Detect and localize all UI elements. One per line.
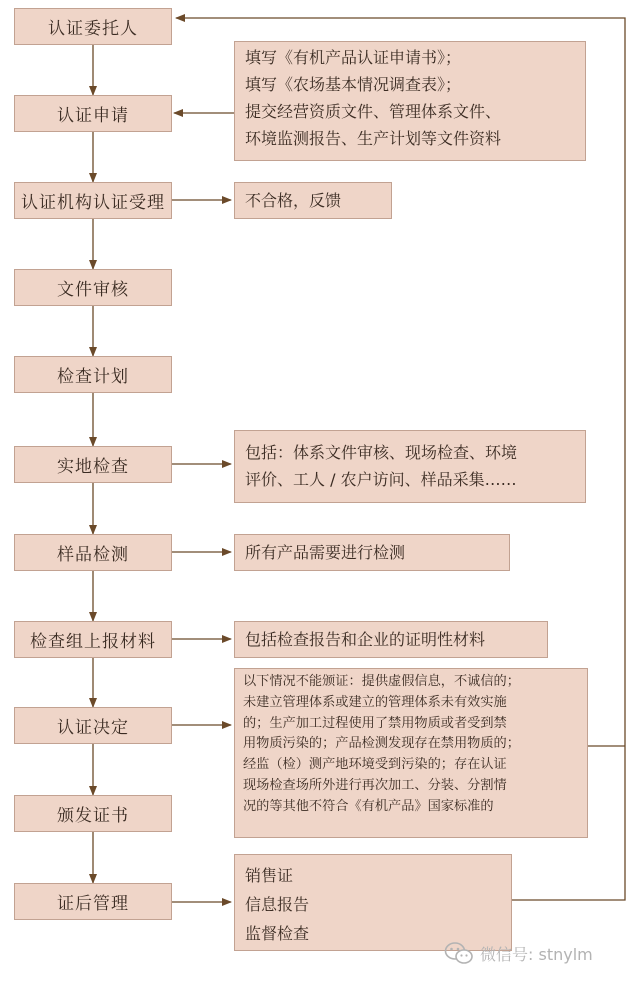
note-line: 包括检查报告和企业的证明性材料 bbox=[245, 630, 486, 649]
note-application bbox=[234, 41, 586, 161]
note-line: 所有产品需要进行检测 bbox=[245, 543, 406, 562]
step-application: 认证申请 bbox=[14, 95, 172, 132]
watermark-text: 微信号: stnylm bbox=[480, 944, 593, 964]
note-line: 况的等其他不符合《有机产品》国家标准的 bbox=[243, 798, 494, 814]
note-line: 未建立管理体系或建立的管理体系未有效实施 bbox=[243, 694, 507, 710]
note-line: 现场检查场所外进行再次加工、分装、分割情 bbox=[243, 777, 507, 793]
step-applicant: 认证委托人 bbox=[14, 8, 172, 45]
note-line: 的；生产加工过程使用了禁用物质或者受到禁 bbox=[243, 715, 507, 731]
step-document-review: 文件审核 bbox=[14, 269, 172, 306]
note-line: 提交经营资质文件、管理体系文件、 bbox=[245, 102, 502, 121]
note-line: 用物质污染的；产品检测发现存在禁用物质的； bbox=[243, 736, 520, 752]
note-field-inspection bbox=[234, 430, 586, 503]
note-line: 环境监测报告、生产计划等文件资料 bbox=[245, 129, 502, 148]
step-issue-certificate: 颁发证书 bbox=[14, 795, 172, 832]
step-acceptance: 认证机构认证受理 bbox=[14, 182, 172, 219]
step-sample-testing: 样品检测 bbox=[14, 534, 172, 571]
watermark bbox=[444, 938, 634, 968]
note-sample-testing bbox=[234, 534, 510, 571]
note-line: 填写《农场基本情况调查表》； bbox=[245, 75, 462, 94]
note-line: 包括：体系文件审核、现场检查、环境 bbox=[245, 443, 518, 462]
note-line: 填写《有机产品认证申请书》； bbox=[245, 48, 462, 67]
note-line: 评价、工人 / 农户访问、样品采集…… bbox=[245, 470, 517, 489]
note-decision bbox=[234, 668, 588, 838]
step-report-submission: 检查组上报材料 bbox=[14, 621, 172, 658]
note-line: 以下情况不能颁证：提供虚假信息，不诚信的； bbox=[243, 674, 520, 689]
note-line: 信息报告 bbox=[245, 895, 310, 914]
note-line: 不合格，反馈 bbox=[245, 191, 342, 210]
note-line: 监督检查 bbox=[245, 924, 310, 943]
note-acceptance bbox=[234, 182, 392, 219]
note-report bbox=[234, 621, 548, 658]
wechat-icon bbox=[444, 941, 474, 965]
step-field-inspection: 实地检查 bbox=[14, 446, 172, 483]
step-post-certification: 证后管理 bbox=[14, 883, 172, 920]
note-line: 销售证 bbox=[245, 866, 294, 885]
note-post-certification bbox=[234, 854, 512, 951]
note-line: 经监（检）测产地环境受到污染的；存在认证 bbox=[243, 757, 507, 773]
step-decision: 认证决定 bbox=[14, 707, 172, 744]
step-inspection-plan: 检查计划 bbox=[14, 356, 172, 393]
